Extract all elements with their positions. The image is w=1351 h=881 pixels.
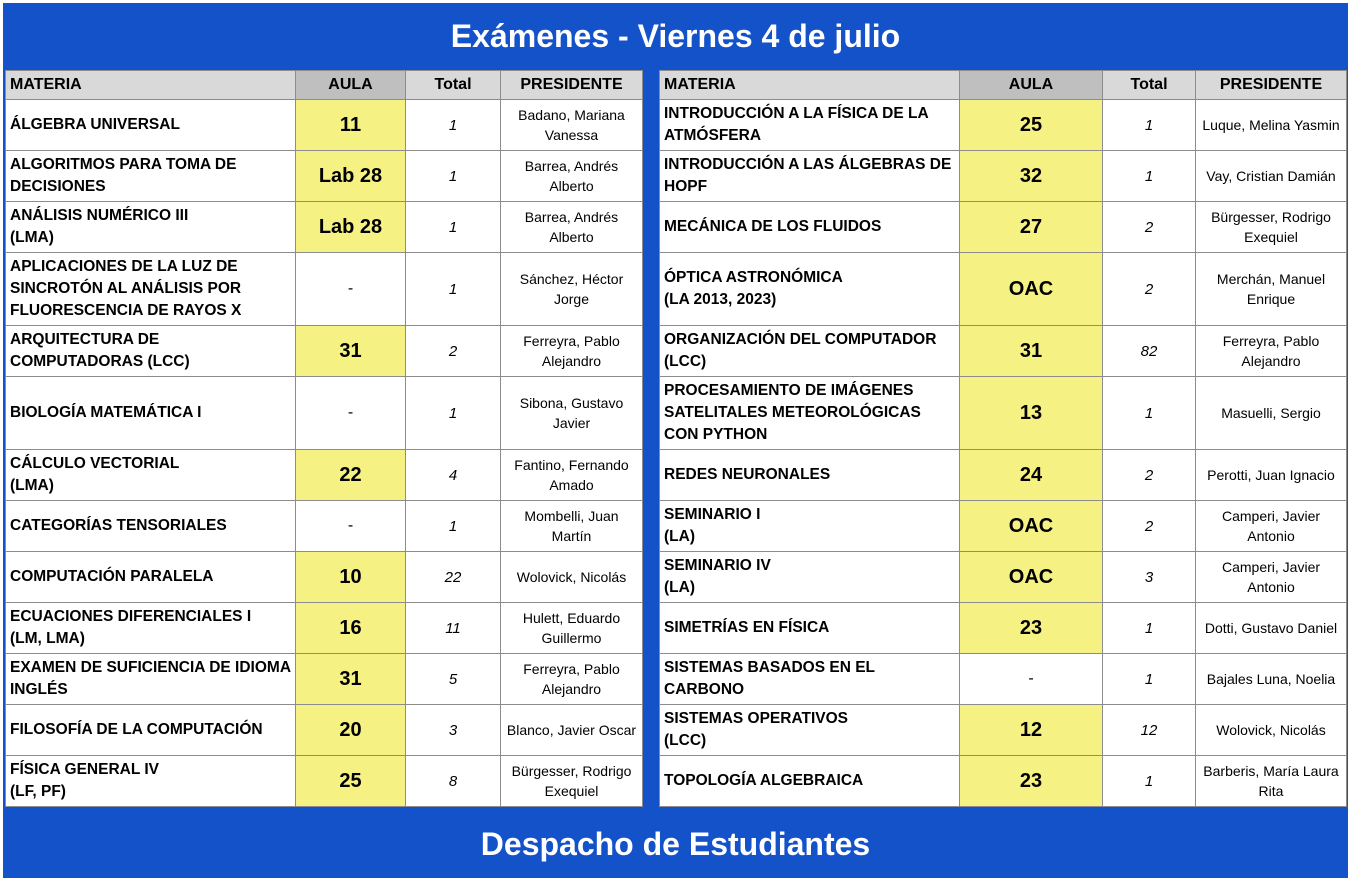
president-cell: Bürgesser, Rodrigo Exequiel — [501, 756, 643, 807]
subject-cell — [660, 501, 960, 552]
subject-name: (LMA) — [10, 477, 54, 494]
subject-cell — [660, 202, 960, 253]
room-cell: 10 — [296, 552, 406, 603]
table-row — [660, 151, 1347, 202]
president-cell: Fantino, Fernando Amado — [501, 450, 643, 501]
table-row — [660, 377, 1347, 450]
president-cell: Merchán, Manuel Enrique — [1196, 253, 1347, 326]
table-row — [6, 450, 643, 501]
room-cell: 32 — [960, 151, 1103, 202]
subject-cell — [6, 326, 296, 377]
total-cell: 1 — [406, 151, 501, 202]
total-cell: 1 — [406, 253, 501, 326]
room-cell: 31 — [296, 654, 406, 705]
subject-name: FÍSICA GENERAL IV — [10, 761, 159, 778]
room-cell: 13 — [960, 377, 1103, 450]
total-cell: 1 — [406, 202, 501, 253]
subject-name: INTRODUCCIÓN A LAS ÁLGEBRAS DE HOPF — [664, 156, 952, 195]
table-row — [660, 501, 1347, 552]
table-row — [660, 603, 1347, 654]
room-cell: 22 — [296, 450, 406, 501]
subject-cell — [6, 756, 296, 807]
table-row — [660, 202, 1347, 253]
total-cell: 12 — [1103, 705, 1196, 756]
subject-cell — [6, 202, 296, 253]
room-cell: Lab 28 — [296, 202, 406, 253]
president-cell: Bajales Luna, Noelia — [1196, 654, 1347, 705]
subject-cell — [660, 552, 960, 603]
subject-name: EXAMEN DE SUFICIENCIA DE IDIOMA INGLÉS — [10, 659, 291, 698]
room-cell: OAC — [960, 501, 1103, 552]
subject-name: TOPOLOGÍA ALGEBRAICA — [664, 772, 864, 789]
total-cell: 5 — [406, 654, 501, 705]
subject-name: ECUACIONES DIFERENCIALES I — [10, 608, 252, 625]
room-cell: 31 — [296, 326, 406, 377]
column-header-total: Total — [406, 71, 501, 100]
subject-name: ALGORITMOS PARA TOMA DE DECISIONES — [10, 156, 237, 195]
table-row — [660, 654, 1347, 705]
table-header-row — [660, 71, 1347, 100]
room-cell: 11 — [296, 100, 406, 151]
subject-name: SEMINARIO I — [664, 506, 761, 523]
president-cell: Perotti, Juan Ignacio — [1196, 450, 1347, 501]
total-cell: 1 — [1103, 151, 1196, 202]
total-cell: 3 — [1103, 552, 1196, 603]
subject-name: ÓPTICA ASTRONÓMICA — [664, 269, 843, 286]
subject-cell — [660, 326, 960, 377]
room-cell: 31 — [960, 326, 1103, 377]
president-cell: Barrea, Andrés Alberto — [501, 202, 643, 253]
subject-name: ORGANIZACIÓN DEL COMPUTADOR (LCC) — [664, 331, 937, 370]
president-cell: Dotti, Gustavo Daniel — [1196, 603, 1347, 654]
table-header-row — [6, 71, 643, 100]
subject-name: ÁLGEBRA UNIVERSAL — [10, 116, 180, 133]
subject-name: (LM, LMA) — [10, 630, 85, 647]
subject-name: COMPUTACIÓN PARALELA — [10, 568, 214, 585]
subject-name: (LA 2013, 2023) — [664, 291, 777, 308]
column-header-materia: MATERIA — [660, 71, 960, 100]
president-cell: Vay, Cristian Damián — [1196, 151, 1347, 202]
subject-cell — [6, 603, 296, 654]
room-cell: 23 — [960, 603, 1103, 654]
president-cell: Camperi, Javier Antonio — [1196, 501, 1347, 552]
subject-cell — [660, 756, 960, 807]
subject-cell — [6, 705, 296, 756]
total-cell: 82 — [1103, 326, 1196, 377]
column-header-total: Total — [1103, 71, 1196, 100]
table-row — [6, 202, 643, 253]
subject-name: SISTEMAS BASADOS EN EL CARBONO — [664, 659, 875, 698]
total-cell: 2 — [1103, 501, 1196, 552]
subject-name: ARQUITECTURA DE COMPUTADORAS (LCC) — [10, 331, 190, 370]
president-cell: Badano, Mariana Vanessa — [501, 100, 643, 151]
subject-cell — [6, 501, 296, 552]
subject-cell — [6, 100, 296, 151]
page-title: Exámenes - Viernes 4 de julio — [450, 18, 901, 54]
total-cell: 1 — [1103, 100, 1196, 151]
page-frame — [3, 3, 1348, 878]
president-cell: Barrea, Andrés Alberto — [501, 151, 643, 202]
table-row — [6, 552, 643, 603]
total-cell: 1 — [1103, 377, 1196, 450]
subject-cell — [6, 377, 296, 450]
column-header-aula: AULA — [960, 71, 1103, 100]
room-cell: - — [296, 501, 406, 552]
subject-name: INTRODUCCIÓN A LA FÍSICA DE LA ATMÓSFERA — [664, 105, 929, 144]
table-row — [6, 756, 643, 807]
subject-name: APLICACIONES DE LA LUZ DE SINCROTÓN AL ANÁLISIS POR FLUORESCENCIA DE RAYOS X — [10, 258, 242, 319]
subject-cell — [660, 100, 960, 151]
total-cell: 1 — [406, 100, 501, 151]
total-cell: 2 — [1103, 450, 1196, 501]
subject-name: CÁLCULO VECTORIAL — [10, 455, 180, 472]
table-row — [660, 326, 1347, 377]
president-cell: Ferreyra, Pablo Alejandro — [1196, 326, 1347, 377]
room-cell: OAC — [960, 253, 1103, 326]
president-cell: Luque, Melina Yasmin — [1196, 100, 1347, 151]
room-cell: 25 — [960, 100, 1103, 151]
room-cell: - — [960, 654, 1103, 705]
column-header-materia: MATERIA — [6, 71, 296, 100]
subject-cell — [6, 450, 296, 501]
subject-name: CATEGORÍAS TENSORIALES — [10, 517, 227, 534]
table-row — [660, 450, 1347, 501]
room-cell: 20 — [296, 705, 406, 756]
table-row — [6, 603, 643, 654]
subject-name: SISTEMAS OPERATIVOS — [664, 710, 849, 727]
total-cell: 4 — [406, 450, 501, 501]
room-cell: 12 — [960, 705, 1103, 756]
president-cell: Masuelli, Sergio — [1196, 377, 1347, 450]
subject-cell — [660, 253, 960, 326]
total-cell: 2 — [406, 326, 501, 377]
total-cell: 1 — [1103, 654, 1196, 705]
president-cell: Wolovick, Nicolás — [501, 552, 643, 603]
room-cell: 23 — [960, 756, 1103, 807]
president-cell: Sánchez, Héctor Jorge — [501, 253, 643, 326]
president-cell: Sibona, Gustavo Javier — [501, 377, 643, 450]
exam-table-left — [5, 70, 643, 807]
subject-cell — [6, 654, 296, 705]
subject-name: SEMINARIO IV — [664, 557, 771, 574]
president-cell: Barberis, María Laura Rita — [1196, 756, 1347, 807]
table-row — [6, 253, 643, 326]
total-cell: 3 — [406, 705, 501, 756]
total-cell: 1 — [406, 501, 501, 552]
table-row — [6, 501, 643, 552]
room-cell: - — [296, 377, 406, 450]
subject-cell — [660, 603, 960, 654]
subject-name: PROCESAMIENTO DE IMÁGENES SATELITALES METEOROLÓGICAS CON PYTHON — [664, 382, 921, 443]
subject-name: BIOLOGÍA MATEMÁTICA I — [10, 404, 202, 421]
table-row — [660, 756, 1347, 807]
subject-name: (LCC) — [664, 732, 707, 749]
subject-name: MECÁNICA DE LOS FLUIDOS — [664, 218, 882, 235]
room-cell: 27 — [960, 202, 1103, 253]
president-cell: Mombelli, Juan Martín — [501, 501, 643, 552]
table-row — [6, 654, 643, 705]
total-cell: 1 — [1103, 603, 1196, 654]
subject-cell — [6, 552, 296, 603]
table-row — [660, 705, 1347, 756]
subject-cell — [660, 450, 960, 501]
total-cell: 2 — [1103, 202, 1196, 253]
room-cell: Lab 28 — [296, 151, 406, 202]
president-cell: Wolovick, Nicolás — [1196, 705, 1347, 756]
room-cell: 25 — [296, 756, 406, 807]
subject-name: (LA) — [664, 528, 695, 545]
subject-name: (LF, PF) — [10, 783, 66, 800]
room-cell: - — [296, 253, 406, 326]
table-row — [6, 151, 643, 202]
table-row — [6, 100, 643, 151]
table-row — [6, 705, 643, 756]
subject-cell — [660, 705, 960, 756]
president-cell: Ferreyra, Pablo Alejandro — [501, 654, 643, 705]
total-cell: 11 — [406, 603, 501, 654]
president-cell: Hulett, Eduardo Guillermo — [501, 603, 643, 654]
president-cell: Ferreyra, Pablo Alejandro — [501, 326, 643, 377]
subject-name: SIMETRÍAS EN FÍSICA — [664, 619, 830, 636]
total-cell: 1 — [406, 377, 501, 450]
room-cell: OAC — [960, 552, 1103, 603]
room-cell: 24 — [960, 450, 1103, 501]
subject-name: ANÁLISIS NUMÉRICO III — [10, 207, 189, 224]
subject-cell — [660, 151, 960, 202]
subject-cell — [6, 151, 296, 202]
subject-name: (LMA) — [10, 229, 54, 246]
table-row — [660, 552, 1347, 603]
footer-title: Despacho de Estudiantes — [480, 826, 871, 862]
president-cell: Blanco, Javier Oscar — [501, 705, 643, 756]
exam-table-right — [659, 70, 1347, 807]
column-header-presidente: PRESIDENTE — [1196, 71, 1347, 100]
subject-cell — [6, 253, 296, 326]
column-header-aula: AULA — [296, 71, 406, 100]
subject-cell — [660, 377, 960, 450]
table-row — [660, 100, 1347, 151]
president-cell: Bürgesser, Rodrigo Exequiel — [1196, 202, 1347, 253]
subject-cell — [660, 654, 960, 705]
table-row — [6, 377, 643, 450]
subject-name: FILOSOFÍA DE LA COMPUTACIÓN — [10, 721, 263, 738]
total-cell: 22 — [406, 552, 501, 603]
room-cell: 16 — [296, 603, 406, 654]
total-cell: 1 — [1103, 756, 1196, 807]
table-row — [660, 253, 1347, 326]
table-row — [6, 326, 643, 377]
president-cell: Camperi, Javier Antonio — [1196, 552, 1347, 603]
column-header-presidente: PRESIDENTE — [501, 71, 643, 100]
subject-name: (LA) — [664, 579, 695, 596]
subject-name: REDES NEURONALES — [664, 466, 831, 483]
total-cell: 8 — [406, 756, 501, 807]
total-cell: 2 — [1103, 253, 1196, 326]
